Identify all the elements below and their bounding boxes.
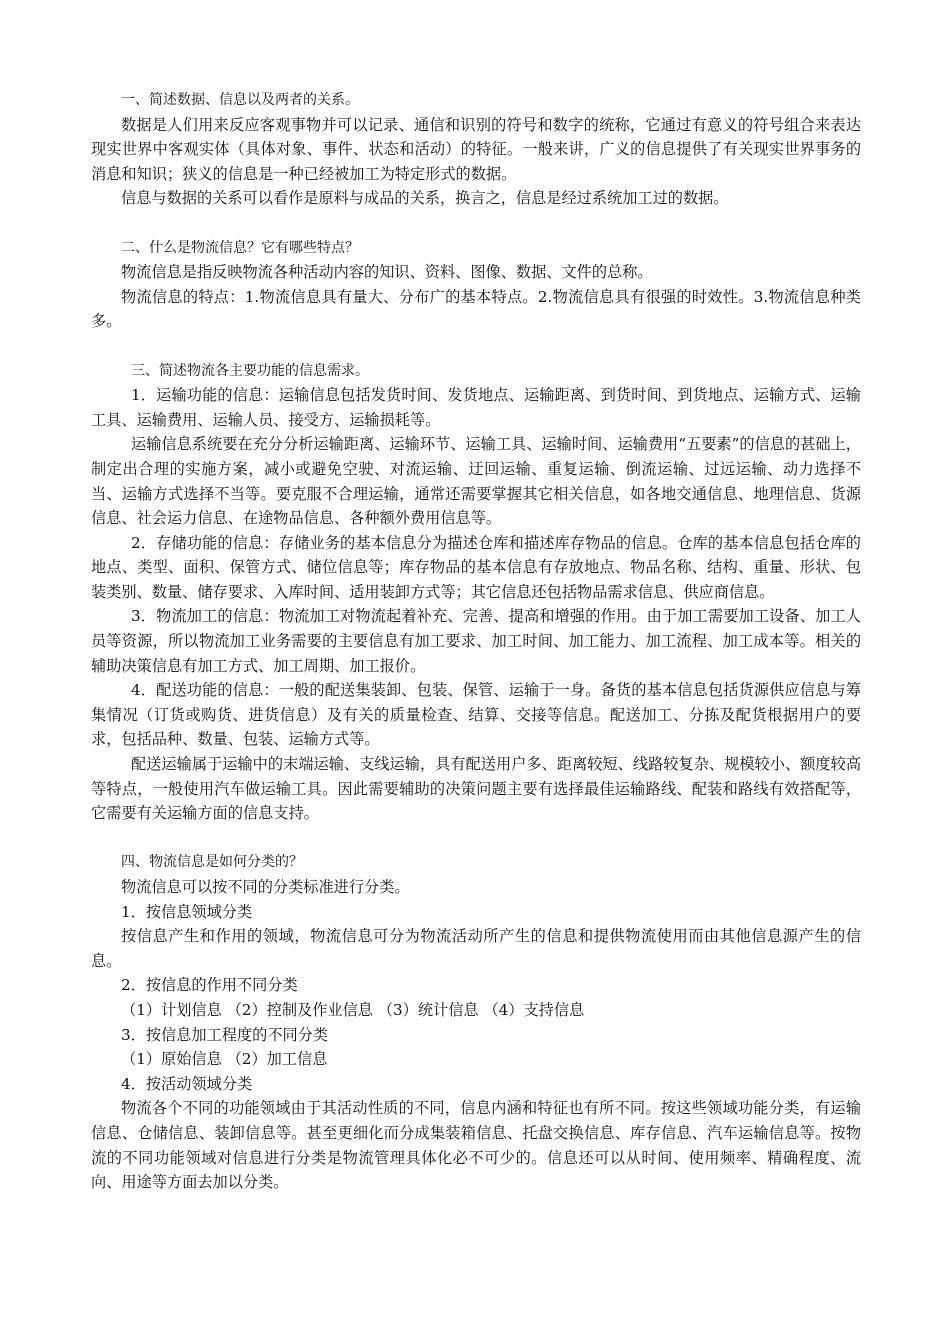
spacer [91, 334, 861, 359]
section-heading-4: 四、物流信息是如何分类的？ [121, 854, 303, 871]
spacer [91, 211, 861, 236]
paragraph: 数据是人们用来反应客观事物并可以记录、通信和识别的符号和数字的统称，它通过有意义的符号组合来表达现实世界中客观实体（具体对象、事件、状态和活动）的特征。一般来讲，广义的信息提供了有关现实世界事务的消息和知识；狭义的信息是一种已经被加工为特定形式的数据。 [91, 115, 861, 183]
paragraph: 2．存储功能的信息：存储业务的基本信息分为描述仓库和描述库存物品的信息。仓库的基本信息包括仓库的地点、类型、面积、保管方式、储位信息等；库存物品的基本信息有存放地点、物品名称、结构、重量、形状、包装类别、数量、储存要求、入库时间、适用装卸方式等；其它信息还包括物品需求信息、供应商信息。 [91, 533, 861, 601]
paragraph: 运输信息系统要在充分分析运输距离、运输环节、运输工具、运输时间、运输费用“五要素”的信息的甚础上，制定出合理的实施方案，减小或避免空驶、对流运输、迂回运输、重复运输、倒流运输、过远运输、动力选择不当、运输方式选择不当等。要克服不合理运输，通常还需要掌握其它相关信息，如各地交通信息、地理信息、货源信息、社会运力信息、在途物品信息、各种额外费用信息等。 [91, 435, 861, 528]
list-item-title: 4．按活动领域分类 [121, 1074, 253, 1093]
paragraph: 3．物流加工的信息：物流加工对物流起着补充、完善、提高和增强的作用。由于加工需要加工设备、加工人员等资源，所以物流加工业务需要的主要信息有加工要求、加工时间、加工能力、加工流程、加工成本等。相关的辅助决策信息有加工方式、加工周期、加工报价。 [91, 607, 861, 675]
paragraph: 1．运输功能的信息：运输信息包括发货时间、发货地点、运输距离、到货时间、到货地点、运输方式、运输工具、运输费用、运输人员、接受方、运输损耗等。 [91, 386, 861, 429]
paragraph: 4．配送功能的信息：一般的配送集装卸、包装、保管、运输于一身。备货的基本信息包括货源供应信息与筹集情况（订货或购货、进货信息）及有关的质量检查、结算、交接等信息。配送加工、分拣及配货根据用户的要求，包括品种、数量、包装、运输方式等。 [91, 681, 861, 749]
list-item-body: 物流各个不同的功能领域由于其活动性质的不同，信息内涵和特征也有所不同。按这些领域功能分类，有运输信息、仓储信息、装卸信息等。甚至更细化而分成集装箱信息、托盘交换信息、库存信息、汽车运输信息等。按物流的不同功能领域对信息进行分类是物流管理具体化必不可少的。信息还可以从时间、使用频率、精确程度、流向、用途等方面去加以分类。 [91, 1099, 861, 1192]
paragraph: 物流信息可以按不同的分类标准进行分类。 [121, 878, 410, 896]
list-item-body: （1）原始信息 （2）加工信息 [121, 1050, 328, 1069]
list-item-title: 3．按信息加工程度的不同分类 [121, 1025, 329, 1044]
spacer [91, 826, 861, 851]
section-heading-1: 一、简述数据、信息以及两者的关系。 [121, 92, 359, 108]
paragraph: 物流信息是指反映物流各种活动内容的知识、资料、图像、数据、文件的总称。 [121, 263, 653, 282]
section-heading-2: 二、什么是物流信息？它有哪些特点？ [121, 239, 359, 256]
paragraph: 配送运输属于运输中的末端运输、支线运输，具有配送用户多、距离较短、线路较复杂、规模较小、额度较高等特点，一般使用汽车做运输工具。因此需要辅助的决策问题主要有选择最佳运输路线、配装和路线有效搭配等，它需要有关运输方面的信息支持。 [91, 755, 861, 823]
list-item-body: 按信息产生和作用的领域，物流信息可分为物流活动所产生的信息和提供物流使用而由其他信息源产生的信息。 [91, 927, 861, 970]
document-page [91, 88, 861, 1195]
list-item-body: （1）计划信息 （2）控制及作业信息 （3）统计信息 （4）支持信息 [121, 1000, 585, 1019]
section-heading-3: 三、简述物流各主要功能的信息需求。 [131, 362, 369, 379]
list-item-title: 2．按信息的作用不同分类 [121, 976, 298, 995]
paragraph: 物流信息的特点：1.物流信息具有量大、分布广的基本特点。2.物流信息具有很强的时效性。3.物流信息种类多。 [91, 287, 861, 331]
paragraph: 信息与数据的关系可以看作是原料与成品的关系，换言之，信息是经过系统加工过的数据。 [121, 189, 729, 208]
list-item-title: 1．按信息领域分类 [121, 902, 253, 921]
